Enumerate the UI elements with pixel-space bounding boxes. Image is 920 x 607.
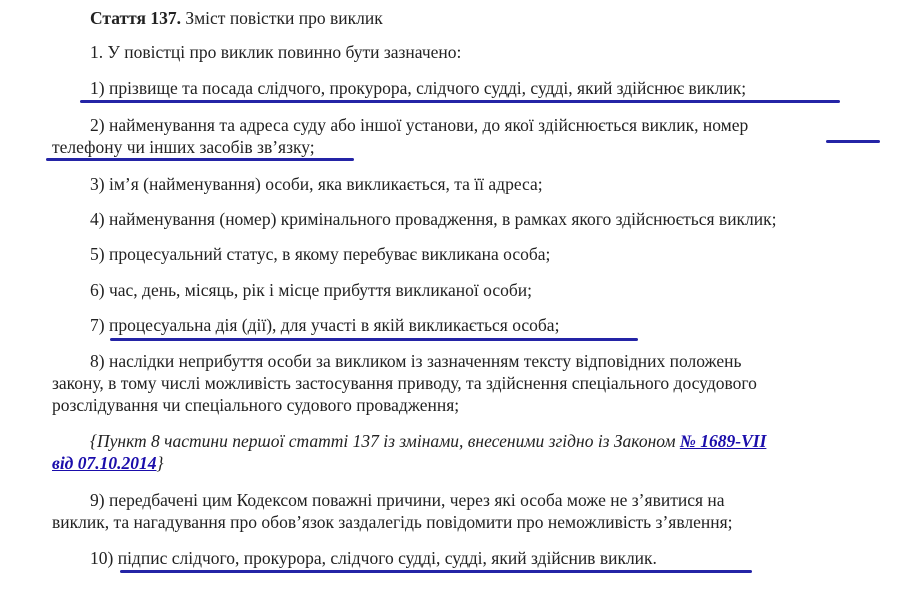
highlight-underline-item-2-end (826, 140, 880, 143)
amendment-text: {Пункт 8 частини першої статті 137 із змінами, внесеними згідно із Законом (90, 431, 680, 451)
list-item-1: 1) прізвище та посада слідчого, прокурора, слідчого судді, судді, який здійснює виклик; (90, 78, 747, 98)
list-item-2-line-2: телефону чи інших засобів зв’язку; (52, 137, 315, 157)
list-item-7: 7) процесуальна дія (дії), для участі в якій викликається особа; (90, 315, 560, 335)
amendment-note-line-2 (52, 452, 164, 474)
list-item-3: 3) ім’я (найменування) особи, яка викликається, та її адреса; (90, 174, 543, 194)
list-item-6: 6) час, день, місяць, рік і місце прибуття викликаної особи; (90, 280, 532, 300)
list-item-10: 10) підпис слідчого, прокурора, слідчого судді, судді, який здійснив виклик. (90, 548, 657, 568)
list-item-5: 5) процесуальний статус, в якому перебуває викликана особа; (90, 244, 551, 264)
list-item-9-line-2: виклик, та нагадування про обов’язок заздалегідь повідомити про неможливість з’явлення; (52, 512, 733, 532)
list-item-8-line-2: закону, в тому числі можливість застосування приводу, та здійснення спеціального досудового (52, 373, 757, 393)
list-item-9-line-1: 9) передбачені цим Кодексом поважні причини, через які особа може не з’явитися на (90, 490, 725, 510)
law-link-number[interactable]: № 1689-VII (679, 431, 767, 451)
list-item-8-line-3: розслідування чи спеціального судового провадження; (52, 395, 460, 415)
paragraph-intro: 1. У повістці про виклик повинно бути зазначено: (90, 42, 462, 62)
highlight-underline-item-7 (110, 338, 638, 341)
list-item-2-line-1: 2) найменування та адреса суду або іншої установи, до якої здійснюється виклик, номер (90, 115, 749, 135)
highlight-underline-item-1 (80, 100, 840, 103)
article-heading (90, 7, 383, 29)
highlight-underline-item-2-start (46, 158, 354, 161)
highlight-underline-item-10 (120, 570, 752, 573)
list-item-8-line-1: 8) наслідки неприбуття особи за викликом із зазначенням тексту відповідних положень (90, 351, 742, 371)
list-item-4: 4) найменування (номер) кримінального провадження, в рамках якого здійснюється виклик; (90, 209, 777, 229)
amendment-close-brace: } (156, 453, 164, 473)
article-number: Стаття 137. (90, 8, 181, 28)
amendment-note-line-1 (90, 430, 766, 452)
article-title: Зміст повістки про виклик (180, 8, 383, 28)
law-link-date[interactable]: від 07.10.2014 (52, 453, 157, 473)
